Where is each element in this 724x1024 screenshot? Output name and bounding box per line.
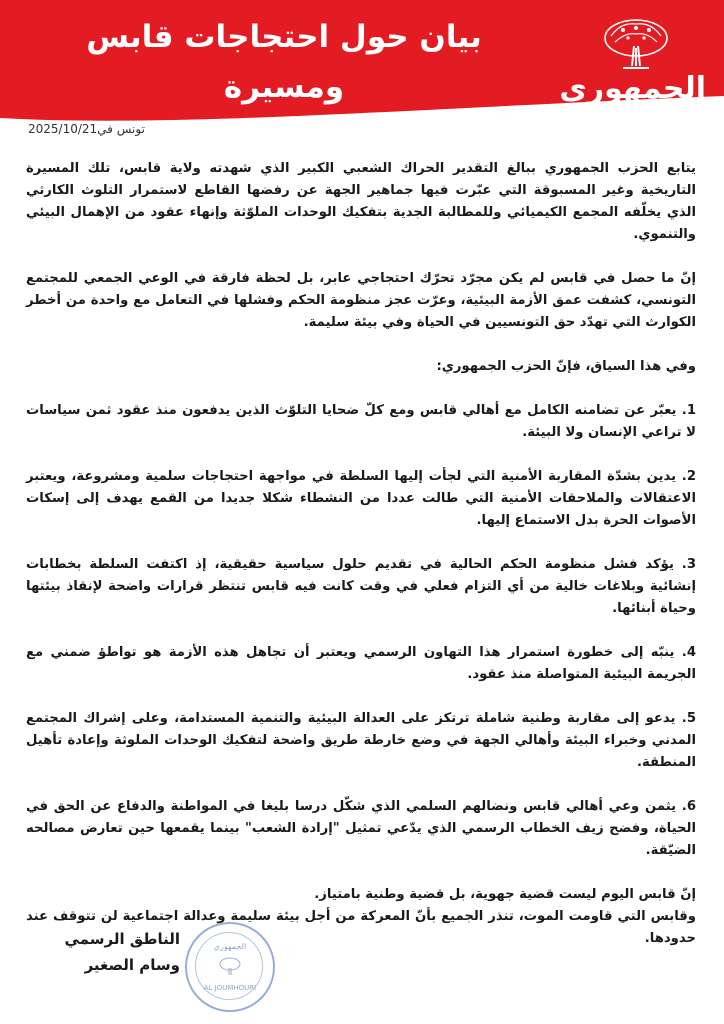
title-line-2: الكرامة البيئية <box>178 119 390 155</box>
point-2: 2. يدين بشدّة المقاربة الأمنية التي لجأت إليها السلطة في مواجهة احتجاجات سلمية ومشروعة، ويعتبر الاعتقالات والملاحقات الأمنية التي طالت عددا من النشطاء شكلا جديدا من القمع يهدف إلى إسكات الأصوات الحرة بدل الاستماع إليها. <box>26 469 696 528</box>
party-stamp <box>185 922 275 1012</box>
title-line-1: بيان حول احتجاجات قابس ومسيرة <box>86 19 482 105</box>
party-logo <box>559 18 706 118</box>
context-paragraph: إنّ ما حصل في قابس لم يكن مجرّد تحرّك احتجاجي عابر، بل لحظة فارقة في الوعي الجمعي للمجتمع التونسي، كشفت عمق الأزمة البيئية، وعرّت عجز منظومة الحكم وفشلها في التعامل مع واحدة من أخطر الكوارث التي تهدّد حق التونسيين في الحياة وفي بيئة سليمة. <box>26 271 696 330</box>
page-title <box>24 12 544 162</box>
document-date: تونس في2025/10/21 <box>28 122 145 136</box>
statement-body <box>26 158 696 950</box>
stamp-latin-text: AL JOUMHOURI <box>203 984 257 992</box>
point-3: 3. يؤكد فشل منظومة الحكم الحالية في تقديم حلول سياسية حقيقية، إذ اكتفت السلطة بخطابات إنشائية وبلاغات خالية من أي التزام فعلي في وقت كانت فيه قابس تنتظر قرارات واضحة لإنقاذ بيئتها وحياة أبنائها. <box>26 557 696 616</box>
point-6: 6. يثمن وعي أهالي قابس ونضالهم السلمي الذي شكّل درسا بليغا في المواطنة والدفاع عن الحق في الحياة، وفضح زيف الخطاب الرسمي الذي يدّعي تمثيل "إرادة الشعب" بينما يقمعها حين تعارض مصالحه الضيّقة. <box>26 799 696 858</box>
point-1: 1. يعبّر عن تضامنه الكامل مع أهالي قابس ومع كلّ ضحايا التلوّث الذين يدفعون منذ عقود ثمن سياسات لا تراعي الإنسان ولا البيئة. <box>26 403 696 440</box>
logo-text: الجمهوري <box>559 71 706 106</box>
signatory-role: الناطق الرسمي <box>64 930 180 948</box>
intro-paragraph: يتابع الحزب الجمهوري ببالغ التقدير الحراك الشعبي الكبير الذي شهدته ولاية قابس، تلك المسيرة التاريخية وغير المسبوقة التي عبّرت فيها جماهير الجهة عن رفضها القاطع لاستمرار التلوث الكارثي الذي يخلّفه المجمع الكيميائي وللمطالبة الجدية بتفكيك الوحدات الملوّثة وإنهاء عقود من الإهمال البيئي والتنموي. <box>26 161 696 242</box>
signatory-name: وسام الصغير <box>84 956 180 974</box>
position-lead: وفي هذا السياق، فإنّ الحزب الجمهوري: <box>436 359 696 374</box>
closing-line-1: إنّ قابس اليوم ليست قضية جهوية، بل قضية وطنية بامتياز. <box>314 887 696 902</box>
closing-line-2: وقابس التي قاومت الموت، تنذر الجميع بأنّ المعركة من أجل بيئة سليمة وعدالة اجتماعية لن تتوقف عند حدودها. <box>26 909 696 946</box>
tree-logo-icon <box>601 18 671 70</box>
point-5: 5. يدعو إلى مقاربة وطنية شاملة ترتكز على العدالة البيئية والتنمية المستدامة، وعلى إشراك المجتمع المدني وخبراء البيئة وأهالي الجهة في وضع خارطة طريق واضحة لتفكيك الوحدات الملوثة وإعادة تأهيل المنطقة. <box>26 711 696 770</box>
signature-block <box>40 922 300 1012</box>
stamp-arabic-text: الجمهوري <box>213 942 247 951</box>
point-4: 4. ينبّه إلى خطورة استمرار هذا التهاون الرسمي ويعتبر أن تجاهل هذه الأزمة هو تواطؤ ضمني مع الجريمة البيئية المتواصلة منذ عقود. <box>26 645 696 682</box>
stamp-tree-icon <box>218 956 242 976</box>
